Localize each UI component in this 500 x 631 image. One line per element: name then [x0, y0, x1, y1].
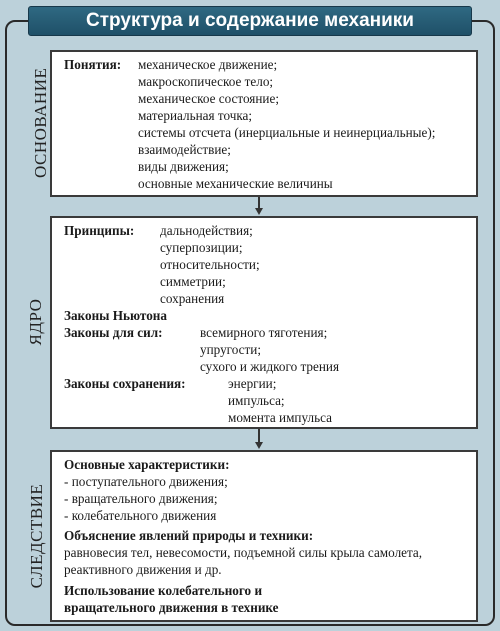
conservation-label: Законы сохранения: [64, 376, 186, 391]
principle-item: суперпозиции; [160, 240, 243, 255]
principle-item: дальнодействия; [160, 223, 253, 238]
force-item: всемирного тяготения; [200, 325, 328, 340]
newton-laws-label: Законы Ньютона [64, 308, 167, 323]
page-title: Структура и содержание механики [28, 6, 472, 36]
connector-line [258, 429, 260, 443]
arrow-down-icon [255, 208, 263, 215]
concept-item: основные механические величины [138, 176, 333, 191]
concept-item: взаимодействие; [138, 142, 231, 157]
block-osnovanie [50, 50, 478, 197]
explanation-label: Объяснение явлений природы и техники: [64, 528, 314, 543]
characteristics-label: Основные характеристики: [64, 457, 230, 472]
force-item: упругости; [200, 342, 262, 357]
concepts-label: Понятия: [64, 57, 122, 72]
characteristic-item: - колебательного движения [64, 508, 217, 523]
concept-item: макроскопическое тело; [138, 74, 274, 89]
block-sledstvie [50, 450, 478, 622]
arrow-down-icon [255, 442, 263, 449]
concept-item: механическое движение; [138, 57, 278, 72]
conservation-item: энергии; [228, 376, 277, 391]
usage-label: Использование колебательного и [64, 583, 263, 598]
characteristic-item: - вращательного движения; [64, 491, 218, 506]
principle-item: симметрии; [160, 274, 226, 289]
concept-item: материальная точка; [138, 108, 253, 123]
side-label-sledstvie: СЛЕДСТВИЕ [27, 483, 46, 589]
force-item: сухого и жидкого трения [200, 359, 340, 374]
principle-item: сохранения [160, 291, 225, 306]
side-label-yadro: ЯДРО [26, 298, 45, 346]
characteristic-item: - поступательного движения; [64, 474, 228, 489]
concept-item: виды движения; [138, 159, 229, 174]
explanation-line: реактивного движения и др. [64, 562, 222, 577]
concept-item: механическое состояние; [138, 91, 279, 106]
block-yadro [50, 216, 478, 429]
principles-label: Принципы: [64, 223, 135, 238]
usage-label: вращательного движения в технике [64, 600, 279, 615]
side-label-osnovanie: ОСНОВАНИЕ [31, 67, 50, 178]
conservation-item: момента импульса [228, 410, 332, 425]
forces-label: Законы для сил: [64, 325, 163, 340]
concept-item: системы отсчета (инерциальные и неинерциальные); [138, 125, 436, 140]
principle-item: относительности; [160, 257, 260, 272]
conservation-item: импульса; [228, 393, 285, 408]
explanation-line: равновесия тел, невесомости, подъемной силы крыла самолета, [64, 545, 423, 560]
